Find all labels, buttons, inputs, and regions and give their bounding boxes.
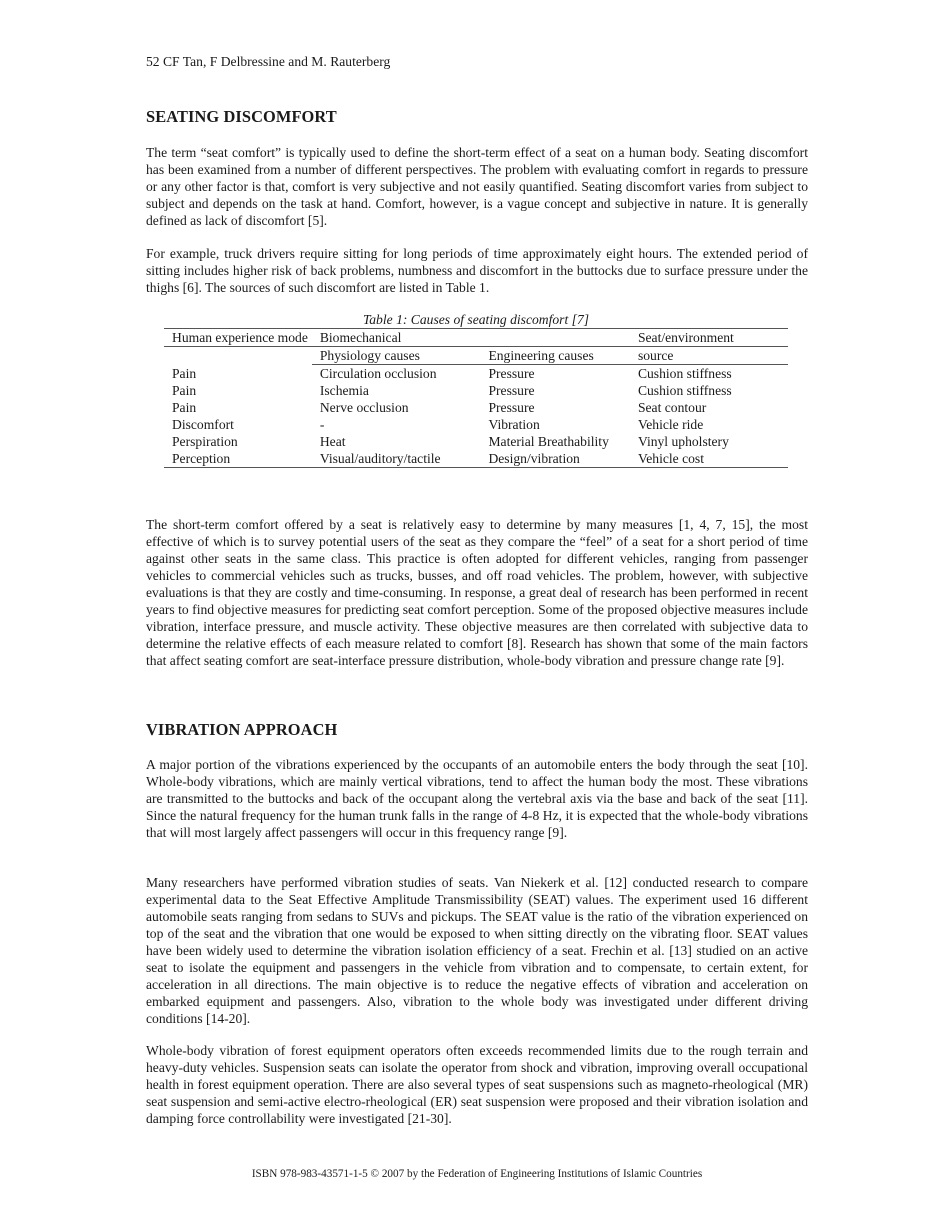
table-cell: Pressure xyxy=(488,366,535,381)
table-header-cell: Biomechanical xyxy=(312,329,481,347)
table-cell: Cushion stiffness xyxy=(637,383,732,398)
table-header-cell: Engineering causes xyxy=(480,347,629,365)
table-header-cell: Seat/environment xyxy=(630,329,788,347)
table-cell: Discomfort xyxy=(172,417,234,432)
table-cell: Pressure xyxy=(488,400,535,415)
table-cell: Perspiration xyxy=(172,434,238,449)
paragraph: Many researchers have performed vibration studies of seats. Van Niekerk et al. [12] conducted research to compare experimental data to the Seat Effective Amplitude Transmissibility (SEAT) values. The experiment used 16 different automobile seats ranging from sedans to SUVs and pickups. The SEAT value is the ratio of the vibration experienced on top of the seat and the vibration that one would be exposed to when sitting directly on the vibrating floor. SEAT values have been widely used to determine the vibration isolation efficiency of a seat. Frechin et al. [13] studied on an active seat to isolate the equipment and passengers in the vehicle from vibration and to compensate, to certain extent, for acceleration in all directions. The main objective is to reduce the negative effects of vibration and acceleration on embarked equipment and passengers. Also, vibration to the whole body was investigated under different driving conditions [14-20]. xyxy=(146,875,808,1026)
table-header-cell xyxy=(480,329,629,347)
table-header-cell: source xyxy=(630,347,788,365)
table-row xyxy=(164,365,788,383)
table-caption: Table 1: Causes of seating discomfort [7] xyxy=(362,312,590,327)
table-row xyxy=(164,382,788,399)
table-cell: Pain xyxy=(172,383,197,398)
table-cell: - xyxy=(319,417,325,432)
table-header-cell: Physiology causes xyxy=(312,347,481,365)
table-cell: Pressure xyxy=(488,383,535,398)
table-cell: Pain xyxy=(172,400,197,415)
table-cell: Vibration xyxy=(488,417,540,432)
table-cell: Heat xyxy=(319,434,346,449)
table-cell: Circulation occlusion xyxy=(319,366,437,381)
section-heading-seating-discomfort: SEATING DISCOMFORT xyxy=(146,107,337,126)
paragraph: Whole-body vibration of forest equipment operators often exceeds recommended limits due to the rough terrain and heavy-duty vehicles. Suspension seats can isolate the operator from shock and vibration, improving overall occupational health in forest equipment operation. There are also several types of seat suspensions such as magneto-rheological (MR) seat suspension and semi-active electro-rheological (ER) seat suspension were proposed and their vibration isolation and damping force controllability were investigated [21-30]. xyxy=(146,1043,808,1126)
table-row xyxy=(164,399,788,416)
table-row xyxy=(164,450,788,468)
table-cell: Seat contour xyxy=(637,400,707,415)
running-head: 52 CF Tan, F Delbressine and M. Rauterberg xyxy=(146,54,391,69)
table-header-cell xyxy=(164,347,312,365)
table-cell: Vehicle cost xyxy=(630,450,788,468)
table-cell: Visual/auditory/tactile xyxy=(312,450,481,468)
section-heading-vibration-approach: VIBRATION APPROACH xyxy=(146,720,338,739)
table-cell: Vehicle ride xyxy=(637,417,704,432)
table-header-cell: Human experience mode xyxy=(164,329,312,347)
table-cell: Ischemia xyxy=(319,383,369,398)
table-cell: Design/vibration xyxy=(480,450,629,468)
table-1 xyxy=(164,311,788,468)
paragraph: For example, truck drivers require sitting for long periods of time approximately eight hours. The extended period of sitting includes higher risk of back problems, numbness and discomfort in the buttocks due to surface pressure under the thighs [6]. The sources of such discomfort are listed in Table 1. xyxy=(146,246,808,295)
table-subheader-row xyxy=(164,347,788,365)
paragraph: A major portion of the vibrations experienced by the occupants of an automobile enters the body through the seat [10]. Whole-body vibrations, which are mainly vertical vibrations, tend to affect the human body the most. These vibrations are transmitted to the buttocks and back of the occupant along the vertebral axis via the base and back of the seat [11]. Since the natural frequency for the human trunk falls in the range of 4-8 Hz, it is expected that the whole-body vibrations that will most largely affect passengers will occur in this frequency range [9]. xyxy=(146,757,808,840)
table-cell: Vinyl upholstery xyxy=(637,434,729,449)
footer-isbn: ISBN 978-983-43571-1-5 © 2007 by the Federation of Engineering Institutions of Islamic Countries xyxy=(251,1168,703,1180)
paragraph: The short-term comfort offered by a seat is relatively easy to determine by many measures [1, 4, 7, 15], the most effective of which is to survey potential users of the seat as they compare the “feel” of a seat for a short period of time against other seats in the same class. This practice is often adopted for different vehicles, ranging from passenger vehicles to commercial vehicles such as trucks, busses, and off road vehicles. The problem, however, with subjective evaluations is that they are costly and time-consuming. In response, a great deal of research has been performed in recent years to find objective measures for predicting seat comfort perception. Some of the proposed objective measures include vibration, interface pressure, and muscle activity. These objective measures are then correlated with subjective data to determine the relative effects of each measure related to comfort [8]. Research has shown that some of the main factors that affect seating comfort are seat-interface pressure distribution, whole-body vibration and pressure change rate [9]. xyxy=(146,517,808,668)
table-row xyxy=(164,433,788,450)
table-cell: Nerve occlusion xyxy=(319,400,409,415)
table-cell: Material Breathability xyxy=(488,434,609,449)
paragraph: The term “seat comfort” is typically used to define the short-term effect of a seat on a human body. Seating discomfort has been examined from a number of different perspectives. The problem with evaluating comfort in regards to pressure or any other factor is that, comfort is very subjective and not easily quantified. Seating discomfort varies from subject to subject and depends on the task at hand. Comfort, however, is a vague concept and subjective in nature. It is generally defined as lack of discomfort [5]. xyxy=(146,145,808,228)
table-cell: Perception xyxy=(164,450,312,468)
causes-table xyxy=(164,328,788,468)
table-cell: Cushion stiffness xyxy=(637,366,732,381)
table-row xyxy=(164,416,788,433)
table-header-row xyxy=(164,329,788,347)
table-cell: Pain xyxy=(172,365,197,381)
